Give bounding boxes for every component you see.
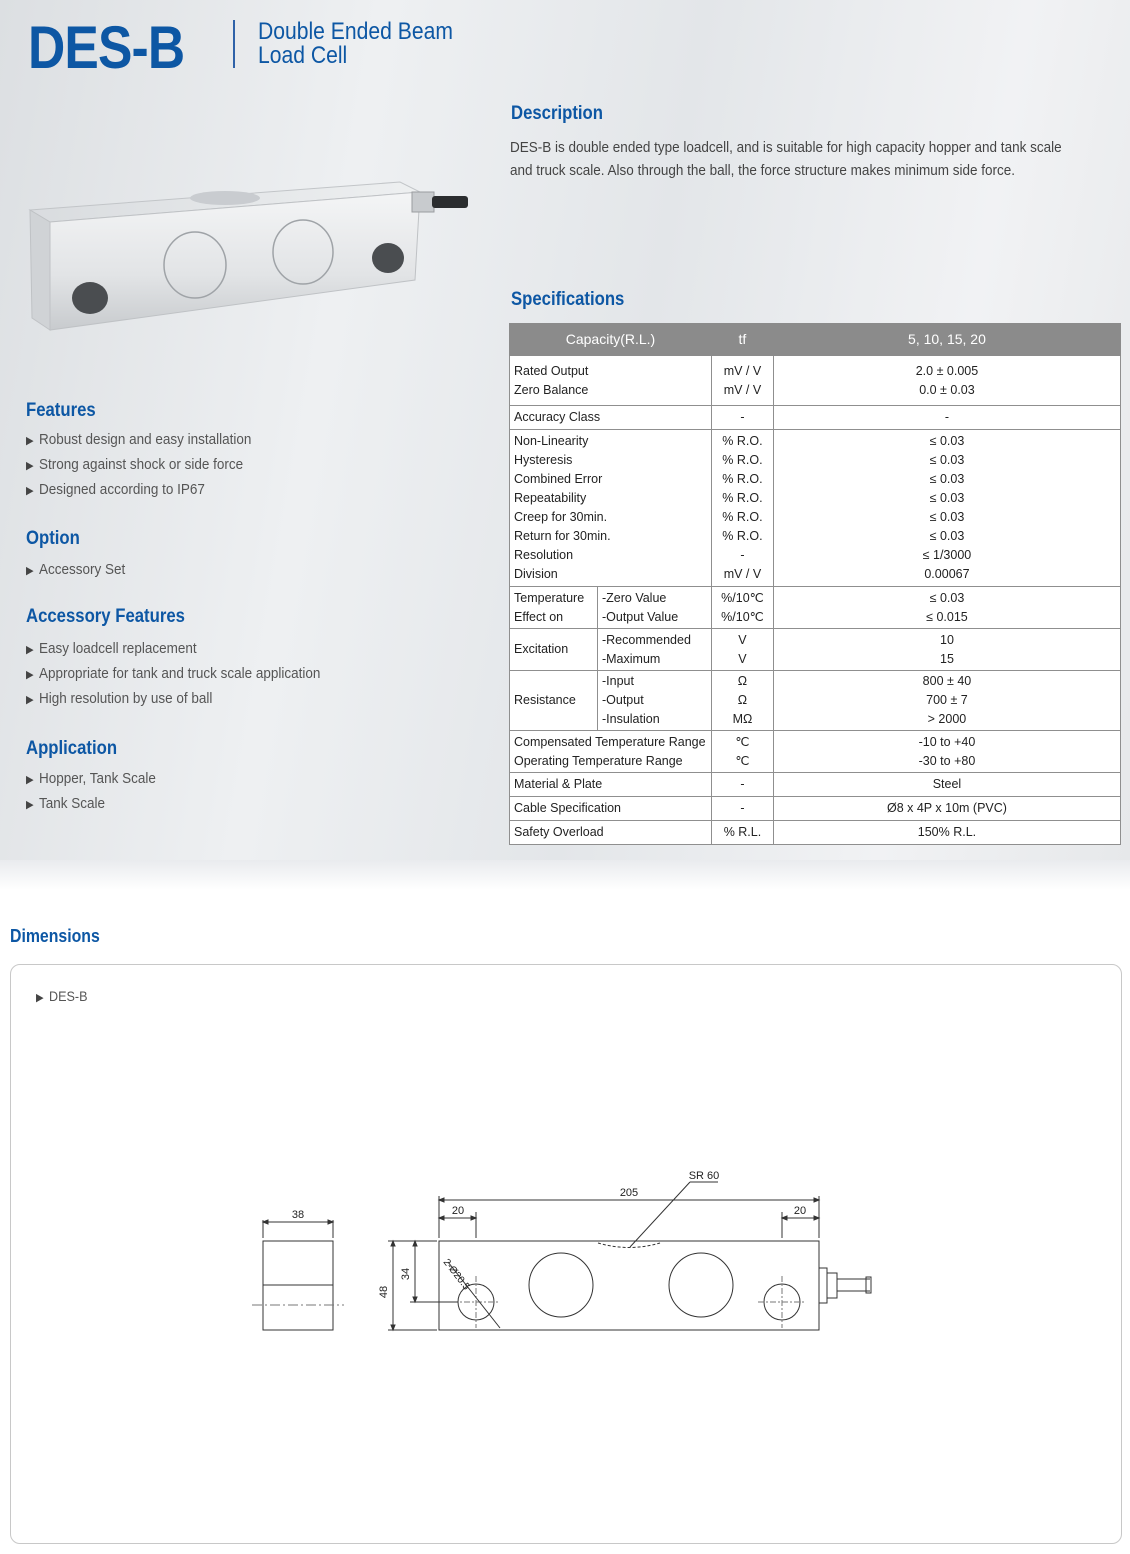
list-item: ▶ High resolution by use of ball xyxy=(26,690,213,707)
bullet-triangle-icon: ▶ xyxy=(26,694,34,706)
dim-hole-height-label: 34 xyxy=(400,1267,412,1281)
bullet-triangle-icon: ▶ xyxy=(26,485,34,497)
bullet-triangle-icon: ▶ xyxy=(26,669,34,681)
features-title: Features xyxy=(26,400,96,421)
table-row: Resistance -Input -Output -Insulation Ω Ω MΩ 800 ± 40 700 ± 7 > 2000 xyxy=(510,671,1121,731)
table-row: Temperature Effect on -Zero Value -Output Value %/10℃ %/10℃ ≤ 0.03 ≤ 0.015 xyxy=(510,587,1121,629)
table-row: Non-Linearity Hysteresis Combined Error Repeatability Creep for 30min. Return for 30min. Resolution Division % R.O. % R.O. % R.O. % R.O. % R.O. % R.O. - mV / V ≤ 0.03 ≤ 0.03 ≤ 0.03 ≤ 0.03 ≤ 0.03 ≤ 0.03 ≤ 1/3000 0.00067 xyxy=(510,430,1121,587)
side-view xyxy=(252,1209,344,1330)
dim-height-label: 48 xyxy=(378,1285,390,1299)
dim-edge-right-label: 20 xyxy=(793,1205,807,1217)
application-title: Application xyxy=(26,738,118,759)
list-item: ▶ Appropriate for tank and truck scale application xyxy=(26,665,321,682)
subtitle-line-2: Load Cell xyxy=(258,42,348,69)
header-value: 5, 10, 15, 20 xyxy=(773,324,1120,356)
front-view xyxy=(378,1170,871,1330)
list-item: ▶ Easy loadcell replacement xyxy=(26,640,197,657)
dim-hole-diameter-label: 2-Ø20.5 xyxy=(440,1257,472,1293)
list-item: ▶ Tank Scale xyxy=(26,795,106,812)
header-param: Capacity(R.L.) xyxy=(510,324,712,356)
description-title: Description xyxy=(511,103,603,124)
dim-edge-left-label: 20 xyxy=(451,1205,465,1217)
table-row: Excitation -Recommended -Maximum V V 10 15 xyxy=(510,629,1121,671)
bullet-triangle-icon: ▶ xyxy=(26,799,34,811)
list-item: ▶ Hopper, Tank Scale xyxy=(26,770,156,787)
table-row: Cable Specification - Ø8 x 4P x 10m (PVC) xyxy=(510,797,1121,821)
table-row: Compensated Temperature Range Operating Temperature Range ℃ ℃ -10 to +40 -30 to +80 xyxy=(510,731,1121,773)
model-title: DES-B xyxy=(28,14,185,81)
bullet-triangle-icon: ▶ xyxy=(26,435,34,447)
bullet-triangle-icon: ▶ xyxy=(26,644,34,656)
list-item: ▶ Robust design and easy installation xyxy=(26,431,252,448)
dim-radius-label: SR 60 xyxy=(688,1170,720,1182)
dim-length-label: 205 xyxy=(619,1187,639,1199)
bullet-triangle-icon: ▶ xyxy=(26,774,34,786)
option-title: Option xyxy=(26,528,80,549)
header-unit: tf xyxy=(711,324,773,356)
list-item: ▶ Strong against shock or side force xyxy=(26,456,244,473)
dim-width-label: 38 xyxy=(291,1209,305,1221)
table-row: Accuracy Class - - xyxy=(510,406,1121,430)
table-row: Rated Output Zero Balance mV / V mV / V 2.0 ± 0.005 0.0 ± 0.03 xyxy=(510,356,1121,406)
table-row: Safety Overload % R.L. 150% R.L. xyxy=(510,821,1121,845)
accessory-features-title: Accessory Features xyxy=(26,606,185,627)
list-item: ▶ Accessory Set xyxy=(26,561,126,578)
bullet-triangle-icon: ▶ xyxy=(36,992,44,1004)
table-row: Material & Plate - Steel xyxy=(510,773,1121,797)
subtitle-line-1: Double Ended Beam xyxy=(258,18,453,45)
dimensions-title: Dimensions xyxy=(10,926,100,946)
bullet-triangle-icon: ▶ xyxy=(26,565,34,577)
bullet-triangle-icon: ▶ xyxy=(26,460,34,472)
list-item: ▶ Designed according to IP67 xyxy=(26,481,205,498)
description-text: DES-B is double ended type loadcell, and is suitable for high capacity hopper and tank scale and truck scale. Also through the ball, the force structure makes minimum side force. xyxy=(510,139,1062,179)
specifications-title: Specifications xyxy=(511,289,625,310)
dimensions-model-label: ▶ DES-B xyxy=(36,988,88,1004)
